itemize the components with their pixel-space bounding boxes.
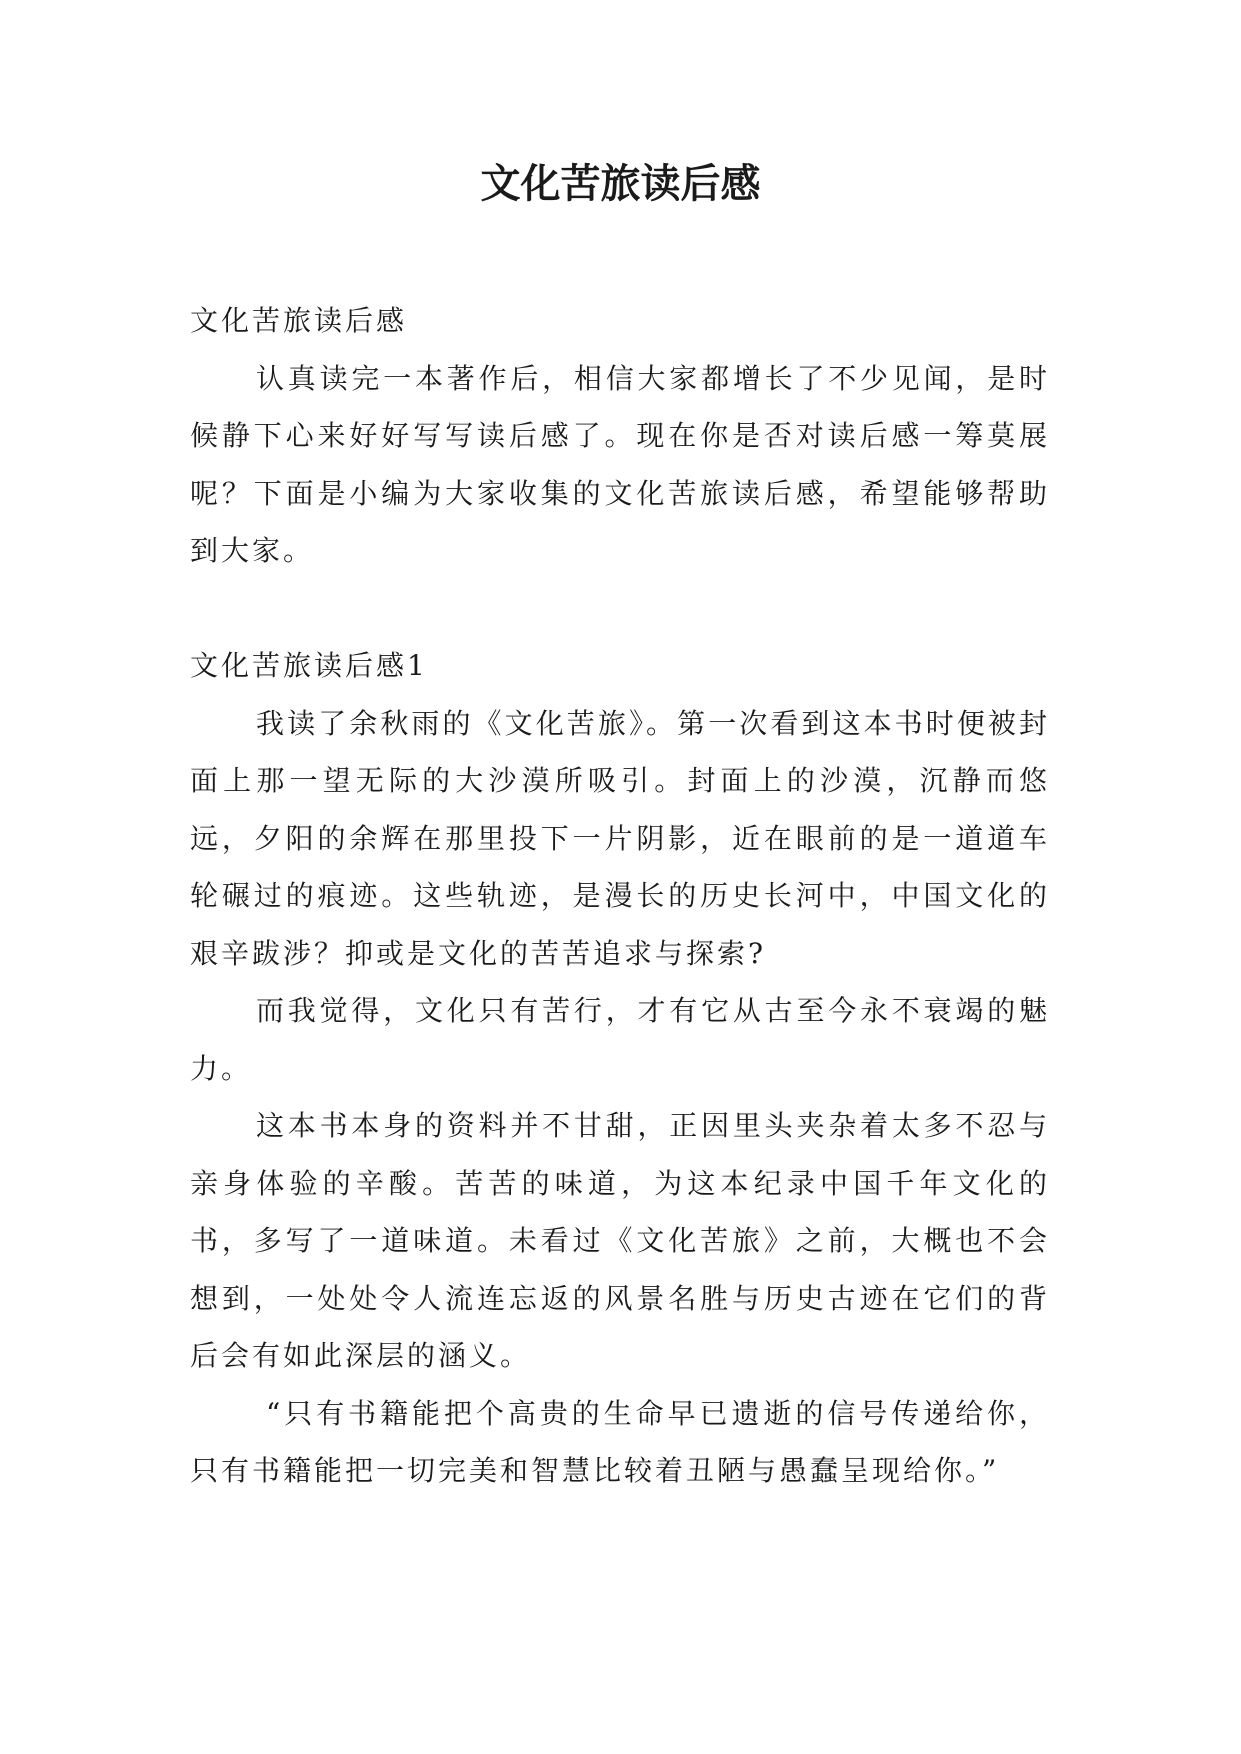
section1-paragraph-1: 我读了余秋雨的《文化苦旅》。第一次看到这本书时便被封面上那一望无际的大沙漠所吸引。封面上的沙漠，沉静而悠远，夕阳的余辉在那里投下一片阴影，近在眼前的是一道道车轮碾过的痕迹。这些轨迹，是漫长的历史长河中，中国文化的艰辛跋涉？抑或是文化的苦苦追求与探索? bbox=[190, 706, 1050, 970]
section1-heading: 文化苦旅读后感1 bbox=[190, 649, 428, 682]
document-body bbox=[190, 292, 1050, 1500]
intro-paragraph: 认真读完一本著作后，相信大家都增长了不少见闻，是时候静下心来好好写写读后感了。现在你是否对读后感一筹莫展呢？下面是小编为大家收集的文化苦旅读后感，希望能够帮助到大家。 bbox=[190, 361, 1050, 567]
section1-quote: “只有书籍能把个高贵的生命早已遗逝的信号传递给你，只有书籍能把一切完美和智慧比较着丑陋与愚蠢呈现给你。” bbox=[190, 1396, 1050, 1487]
section1-paragraph-3: 这本书本身的资料并不甘甜，正因里头夹杂着太多不忍与亲身体验的辛酸。苦苦的味道，为这本纪录中国千年文化的书，多写了一道味道。未看过《文化苦旅》之前，大概也不会想到，一处处令人流连忘返的风景名胜与历史古迹在它们的背后会有如此深层的涵义。 bbox=[190, 1109, 1050, 1372]
intro-heading: 文化苦旅读后感 bbox=[190, 304, 408, 337]
section-spacer bbox=[190, 580, 1050, 638]
section1-paragraph-2: 而我觉得，文化只有苦行，才有它从古至今永不衰竭的魅力。 bbox=[190, 994, 1050, 1085]
document-title: 文化苦旅读后感 bbox=[480, 161, 761, 207]
